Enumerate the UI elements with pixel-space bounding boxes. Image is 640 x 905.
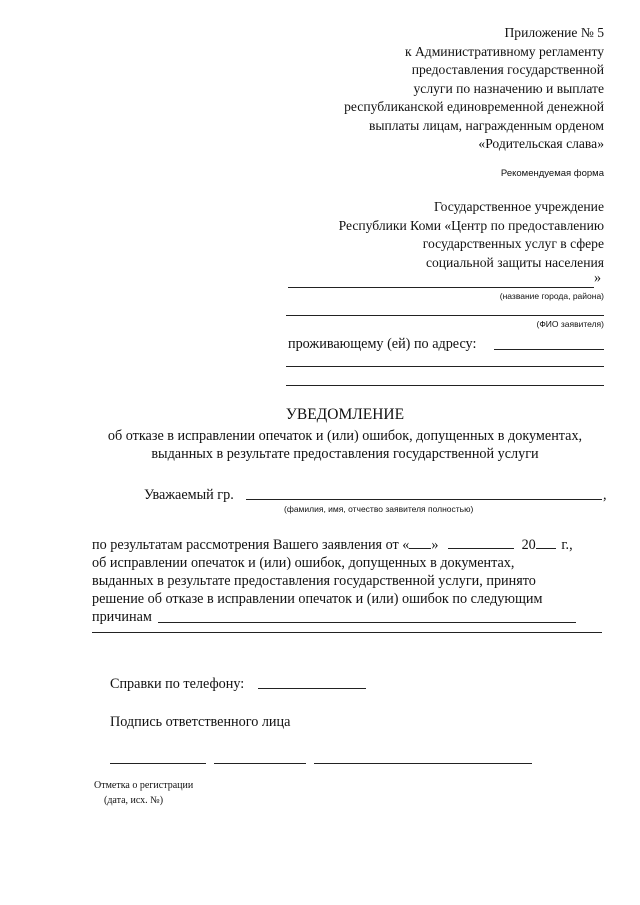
- address-blank-line-2: [286, 366, 604, 367]
- body-text: г.,: [561, 537, 573, 553]
- notice-subtitle: об отказе в исправлении опечаток и (или) ошибок, допущенных в документах,: [107, 428, 583, 444]
- recommended-form-label: Рекомендуемая форма: [500, 168, 604, 179]
- body-line-4: решение об отказе в исправлении опечаток и (или) ошибок по следующим: [92, 591, 543, 607]
- addressee-line: Государственное учреждение: [433, 199, 604, 214]
- body-text: по результатам рассмотрения Вашего заявления от «: [92, 537, 410, 553]
- addressee-line: Республики Коми «Центр по предоставлению: [338, 217, 604, 233]
- appendix-line: услуги по назначению и выплате: [413, 80, 604, 96]
- appendix-line: выплаты лицам, награжденным орденом: [368, 117, 604, 133]
- fio-blank-line: [286, 315, 604, 316]
- day-blank: [409, 537, 431, 549]
- reasons-blank-line-2: [92, 632, 602, 633]
- appendix-line: предоставления государственной: [411, 62, 604, 77]
- address-blank-line-1: [494, 349, 604, 350]
- city-quote: »: [594, 270, 602, 286]
- month-blank: [448, 537, 514, 549]
- body-text: 20: [521, 537, 536, 553]
- notice-title: УВЕДОМЛЕНИЕ: [285, 406, 405, 423]
- year-blank: [536, 537, 556, 549]
- city-blank-line: [288, 287, 594, 288]
- signature-blank-line-3: [314, 763, 532, 764]
- body-line-2: об исправлении опечаток и (или) ошибок, допущенных в документах,: [92, 555, 515, 571]
- salutation-blank-line: [246, 499, 602, 500]
- signature-blank-line-1: [110, 763, 206, 764]
- reasons-blank-line-1: [158, 622, 576, 623]
- registration-mark: Отметка о регистрации: [94, 780, 194, 791]
- body-text: »: [431, 537, 439, 553]
- salutation-comma: ,: [603, 487, 607, 503]
- appendix-line: Приложение № 5: [504, 25, 604, 40]
- city-caption: (название города, района): [499, 291, 604, 301]
- fio-caption: (ФИО заявителя): [536, 319, 604, 329]
- body-line-1: [92, 537, 608, 554]
- body-line-5: причинам: [92, 609, 152, 625]
- appendix-block: [344, 24, 604, 154]
- address-blank-line-3: [286, 385, 604, 386]
- appendix-line: «Родительская слава»: [478, 136, 604, 151]
- addressee-line: социальной защиты населения: [425, 254, 604, 270]
- body-line-3: выданных в результате предоставления государственной услуги, принято: [92, 573, 536, 589]
- signature-label: Подпись ответственного лица: [110, 714, 291, 730]
- salutation-caption: (фамилия, имя, отчество заявителя полностью): [284, 504, 474, 514]
- signature-blank-line-2: [214, 763, 306, 764]
- registration-caption: (дата, исх. №): [104, 795, 164, 806]
- appendix-line: к Административному регламенту: [404, 43, 604, 59]
- phone-label: Справки по телефону:: [110, 676, 245, 692]
- addressee-block: [339, 198, 604, 272]
- salutation-label: Уважаемый гр.: [144, 487, 234, 503]
- addressee-line: государственных услуг в сфере: [422, 236, 604, 251]
- notice-subtitle: выданных в результате предоставления государственной услуги: [151, 446, 539, 462]
- address-label: проживающему (ей) по адресу:: [288, 336, 477, 352]
- phone-blank-line: [258, 688, 366, 689]
- appendix-line: республиканской единовременной денежной: [344, 99, 604, 114]
